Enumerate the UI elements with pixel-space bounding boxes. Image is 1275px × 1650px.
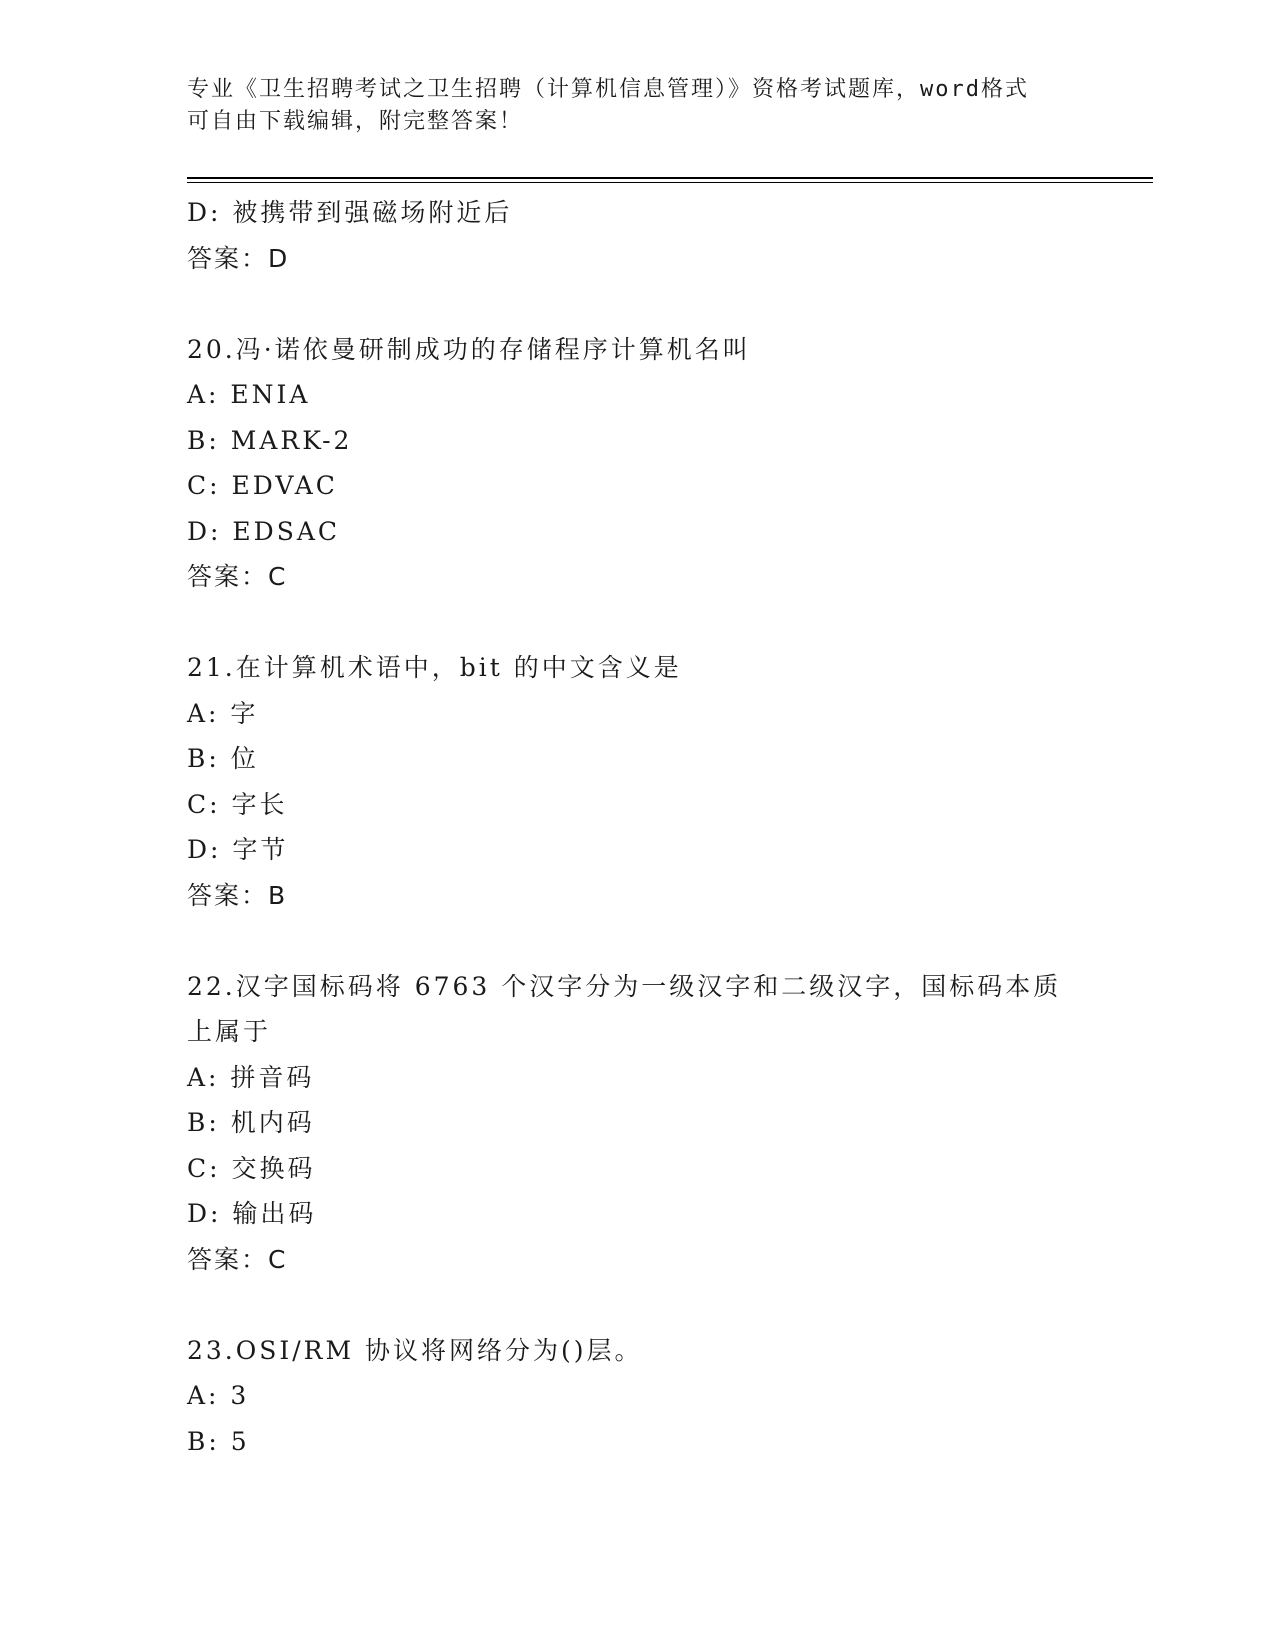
spacer xyxy=(187,1282,1067,1328)
answer-label: 答案：C xyxy=(187,562,288,591)
answer-label: 答案：D xyxy=(187,243,290,273)
spacer xyxy=(187,918,1067,964)
option-b: B: 机内码 xyxy=(187,1108,315,1137)
option-a: A: 字 xyxy=(187,698,259,728)
document-header xyxy=(187,74,1067,138)
question-stem-line-1: 22.汉字国标码将 6763 个汉字分为一级汉字和二级汉字，国标码本质 xyxy=(187,971,1062,1001)
option-a: A: ENIA xyxy=(187,380,311,409)
option-d: D: 被携带到强磁场附近后 xyxy=(187,198,513,227)
option-d: D: EDSAC xyxy=(187,516,341,546)
question-stem: 20.冯·诺依曼研制成功的存储程序计算机名叫 xyxy=(187,334,751,364)
answer-label: 答案：C xyxy=(187,1244,288,1274)
question-stem-line-2: 上属于 xyxy=(187,1017,272,1046)
question-stem: 23.OSI/RM 协议将网络分为()层。 xyxy=(187,1335,643,1365)
question-list xyxy=(187,190,1067,1464)
option-b: B: 位 xyxy=(187,744,259,773)
header-line-2: 可自由下载编辑，附完整答案！ xyxy=(187,109,524,134)
option-b: B: MARK-2 xyxy=(187,425,353,455)
option-d: D: 字节 xyxy=(187,835,289,864)
option-c: C: 字长 xyxy=(187,789,288,819)
header-line-1: 专业《卫生招聘考试之卫生招聘（计算机信息管理）》资格考试题库，word格式 xyxy=(187,77,1029,102)
question-stem: 21.在计算机术语中，bit 的中文含义是 xyxy=(187,653,682,682)
option-d: D: 输出码 xyxy=(187,1199,317,1228)
option-c: C: EDVAC xyxy=(187,471,338,500)
header-divider-thick xyxy=(187,177,1153,179)
option-c: C: 交换码 xyxy=(187,1153,316,1183)
option-a: A: 3 xyxy=(187,1381,250,1410)
answer-label: 答案：B xyxy=(187,880,288,910)
header-divider-thin xyxy=(187,182,1153,183)
option-a: A: 拼音码 xyxy=(187,1062,315,1092)
spacer xyxy=(187,600,1067,646)
option-b: B: 5 xyxy=(187,1426,250,1456)
spacer xyxy=(187,281,1067,327)
